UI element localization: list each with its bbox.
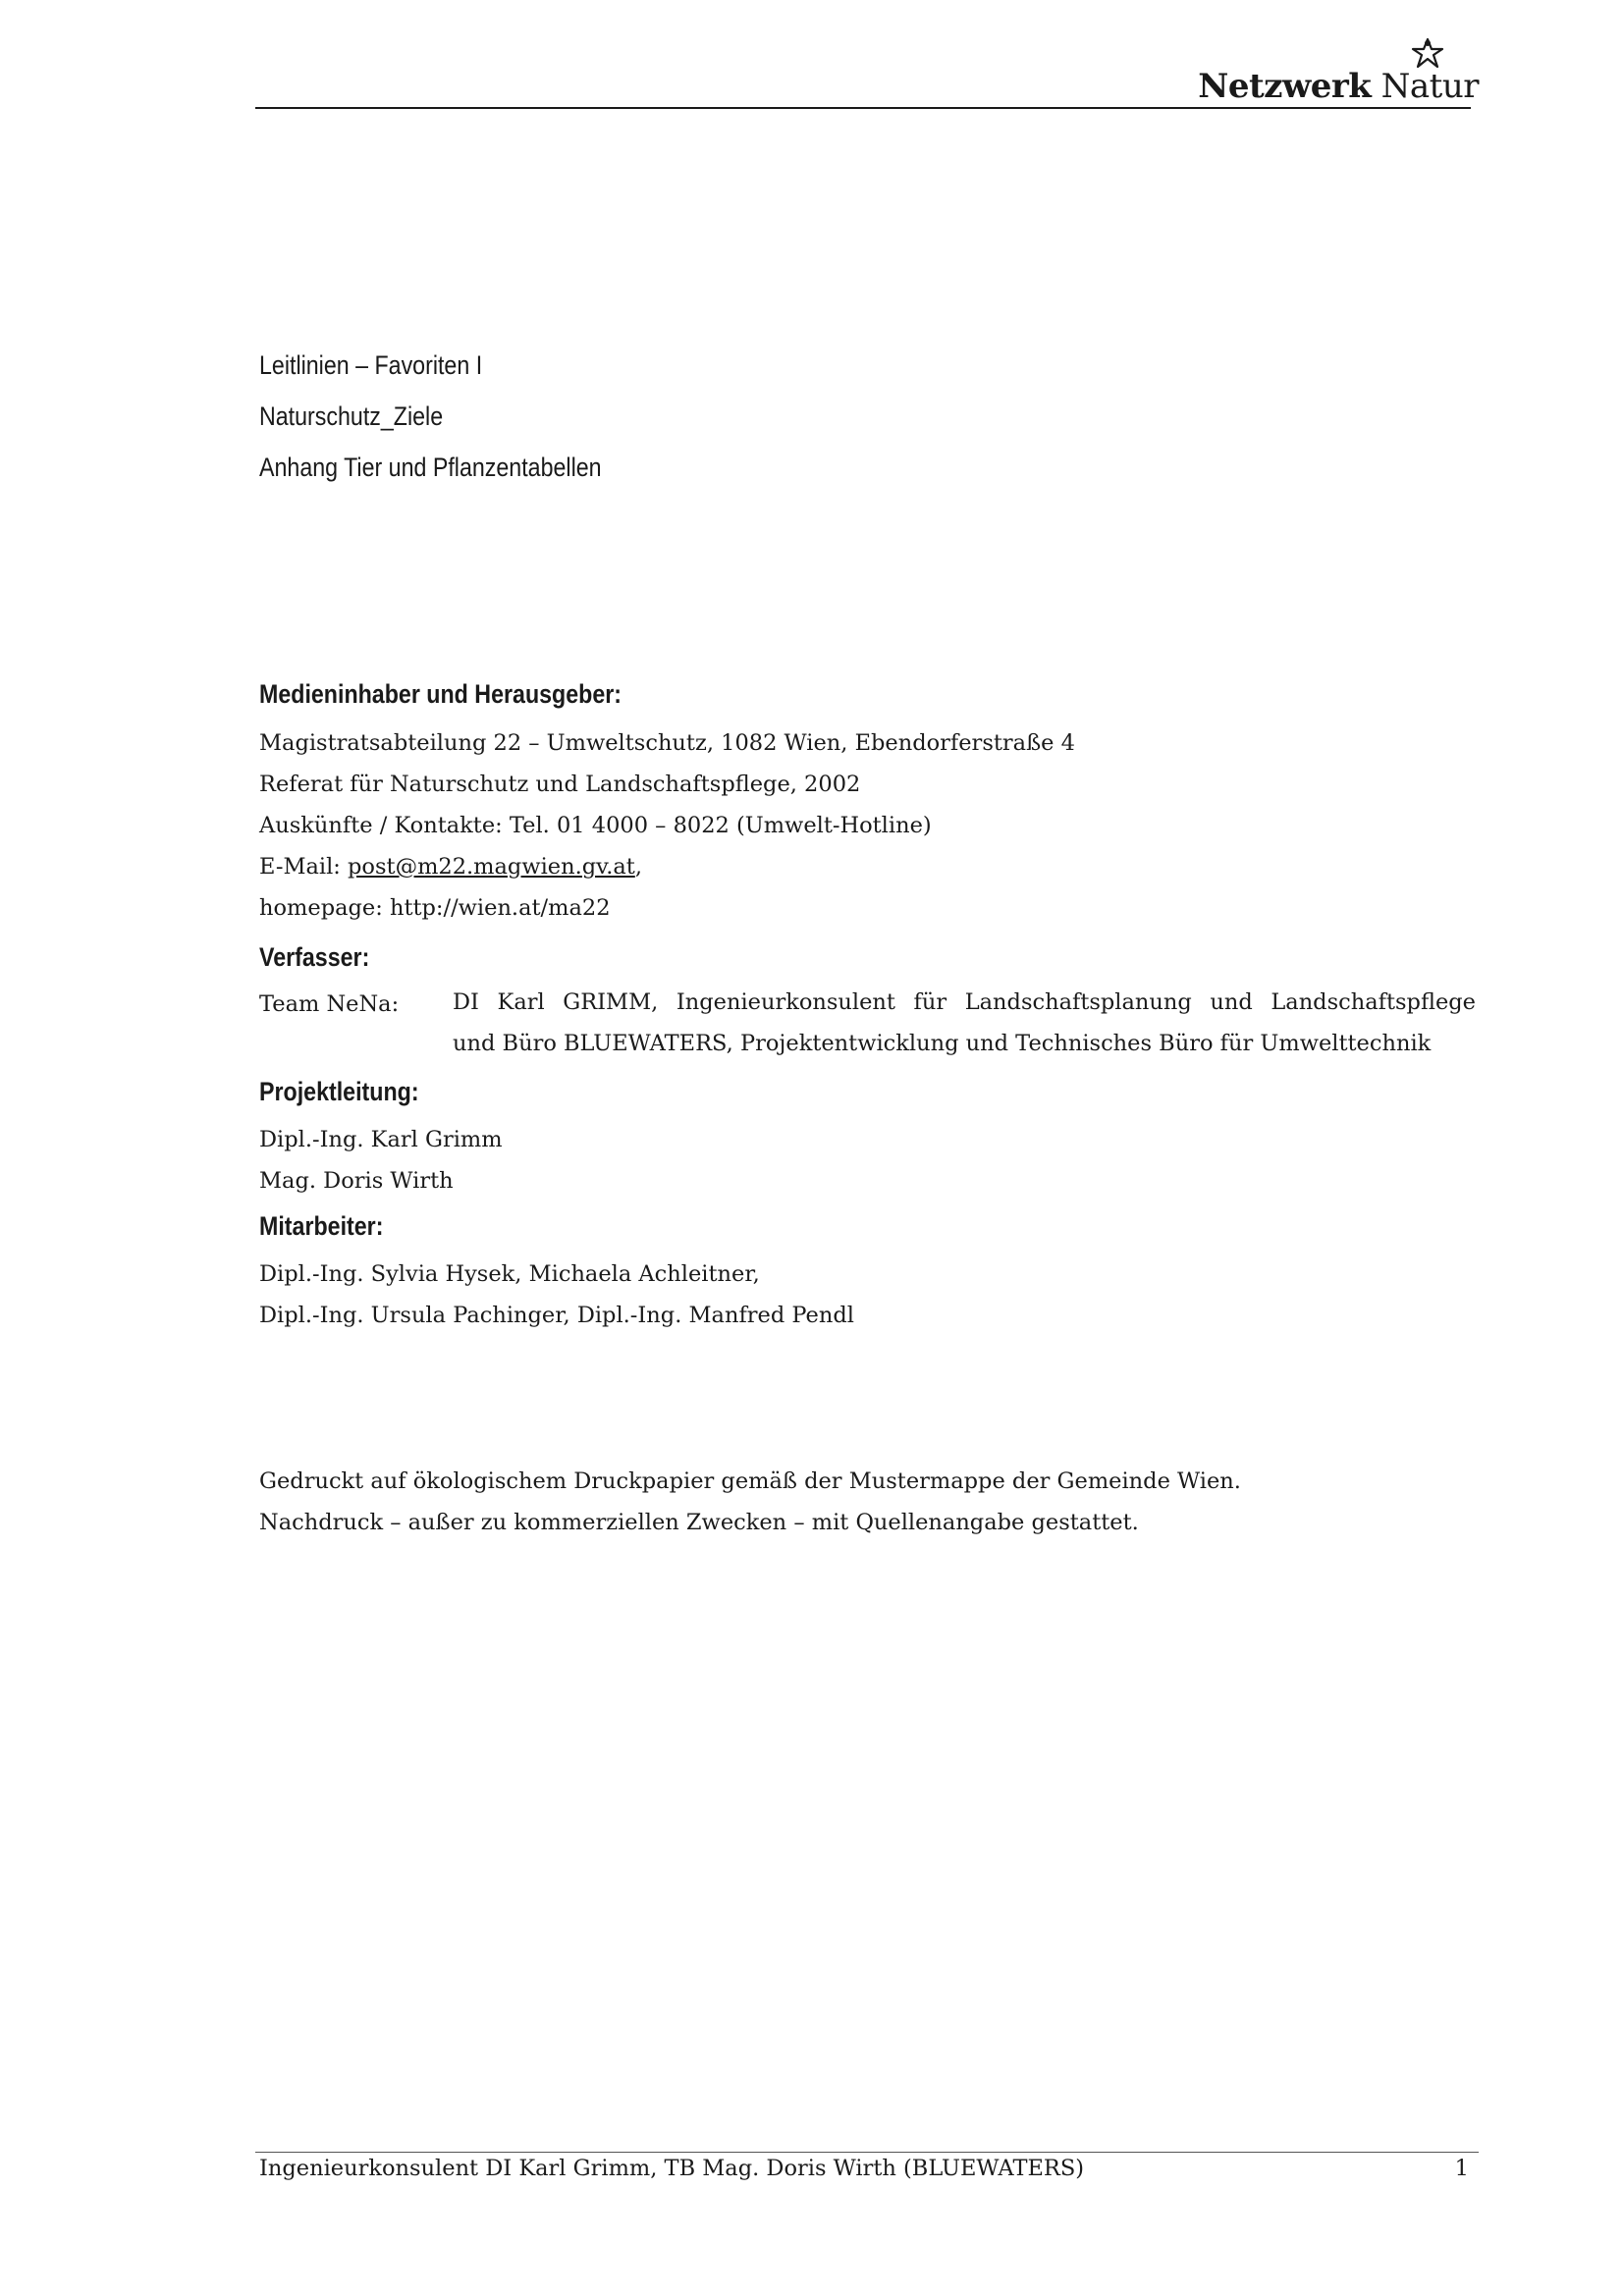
footer-divider <box>255 2152 1479 2153</box>
page-number: 1 <box>1454 2156 1469 2181</box>
title-line-3: Anhang Tier und Pflanzentabellen <box>259 453 602 482</box>
mitarbeiter-line-2: Dipl.-Ing. Ursula Pachinger, Dipl.-Ing. Manfred Pendl <box>259 1303 854 1328</box>
logo-wordmark <box>1198 67 1479 106</box>
projektleitung-line-1: Dipl.-Ing. Karl Grimm <box>259 1127 503 1152</box>
verfasser-line-2: und Büro BLUEWATERS, Projektentwicklung und Technisches Büro für Umwelttechnik <box>453 1031 1432 1056</box>
email-label: E-Mail: <box>259 854 349 880</box>
note-line-2: Nachdruck – außer zu kommerziellen Zwecken – mit Quellenangabe gestattet. <box>259 1510 1139 1535</box>
homepage-line: homepage: http://wien.at/ma22 <box>259 895 611 921</box>
heading-projektleitung: Projektleitung: <box>259 1077 419 1106</box>
logo-word-netzwerk: Netzwerk <box>1198 67 1372 106</box>
heading-mitarbeiter: Mitarbeiter: <box>259 1211 384 1241</box>
title-line-2: Naturschutz_Ziele <box>259 401 444 431</box>
footer-authors: Ingenieurkonsulent DI Karl Grimm, TB Mag. Doris Wirth (BLUEWATERS) <box>259 2156 1085 2181</box>
medieninhaber-line-2: Referat für Naturschutz und Landschaftspflege, 2002 <box>259 772 861 797</box>
verfasser-label: Team NeNa: <box>259 991 400 1017</box>
medieninhaber-line-3: Auskünfte / Kontakte: Tel. 01 4000 – 8022 (Umwelt-Hotline) <box>259 813 932 838</box>
mitarbeiter-line-1: Dipl.-Ing. Sylvia Hysek, Michaela Achleitner, <box>259 1261 760 1287</box>
email-line <box>259 854 642 880</box>
email-link[interactable]: post@m22.magwien.gv.at <box>348 854 635 880</box>
heading-verfasser: Verfasser: <box>259 942 370 972</box>
verfasser-line-1: DI Karl GRIMM, Ingenieurkonsulent für Landschaftsplanung und Landschaftspflege <box>453 989 1476 1015</box>
header-divider <box>255 107 1471 109</box>
title-line-1: Leitlinien – Favoriten I <box>259 350 483 380</box>
heading-medieninhaber: Medieninhaber und Herausgeber: <box>259 679 622 709</box>
email-suffix: , <box>634 854 642 880</box>
projektleitung-line-2: Mag. Doris Wirth <box>259 1168 454 1194</box>
document-title <box>259 340 602 493</box>
note-line-1: Gedruckt auf ökologischem Druckpapier gemäß der Mustermappe der Gemeinde Wien. <box>259 1468 1241 1494</box>
logo-word-natur: Natur <box>1380 67 1479 106</box>
verfasser-text <box>453 982 1476 1064</box>
medieninhaber-line-1: Magistratsabteilung 22 – Umweltschutz, 1082 Wien, Ebendorferstraße 4 <box>259 730 1075 756</box>
logo <box>1125 37 1479 106</box>
